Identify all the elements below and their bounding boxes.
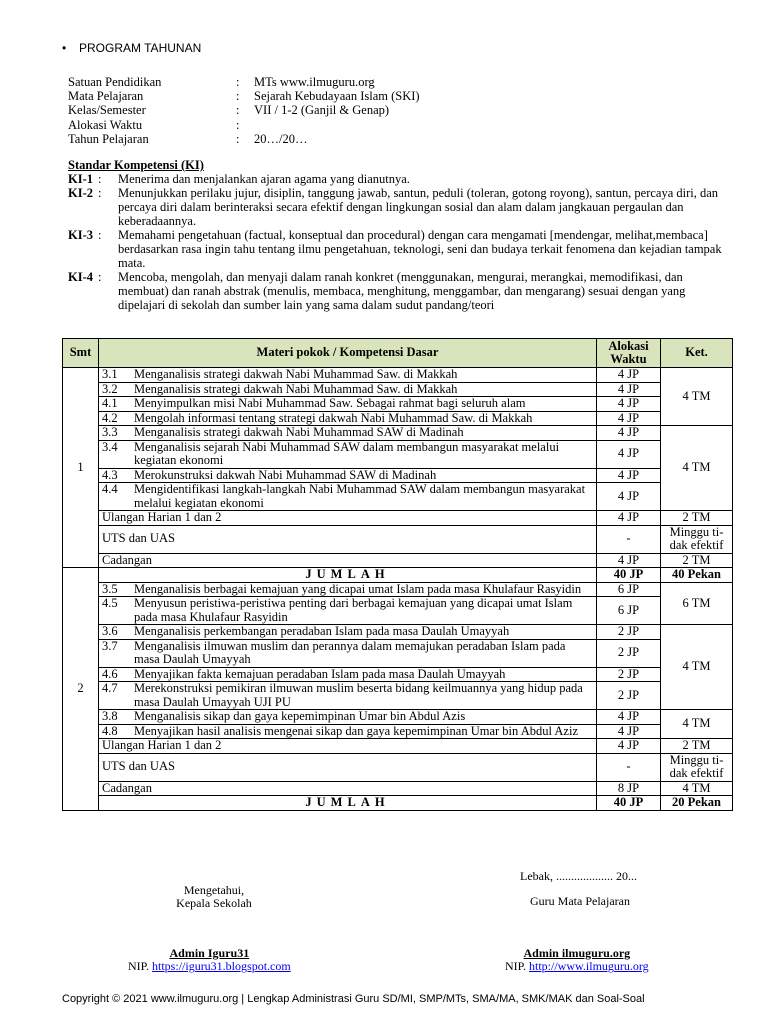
cadangan-label: Cadangan bbox=[99, 553, 597, 568]
table-row bbox=[63, 582, 733, 597]
materi-cell bbox=[99, 597, 597, 625]
ket-cell: Minggu ti-dak efektif bbox=[661, 525, 733, 553]
jp-cell: 4 JP bbox=[597, 553, 661, 568]
kd-text: Menyajikan hasil analisis mengenai sikap dan gaya kepemimpinan Umar bin Abdul Aziz bbox=[134, 723, 578, 738]
jp-cell: 4 JP bbox=[597, 397, 661, 412]
signature-right-admin bbox=[505, 947, 649, 974]
uts-label: UTS dan UAS bbox=[99, 525, 597, 553]
materi-cell bbox=[99, 625, 597, 640]
ket-cell: 4 TM bbox=[661, 625, 733, 710]
kd-text: Menganalisis ilmuwan muslim dan perannya dalam memajukan peradaban Islam pada masa Daulah Umayyah bbox=[134, 638, 566, 666]
ket-cell: 4 TM bbox=[661, 781, 733, 796]
copyright-footer: Copyright © 2021 www.ilmuguru.org | Lengkap Administrasi Guru SD/MI, SMP/MTs, SMA/MA, SMK/MAK dan Soal-Soal bbox=[62, 993, 645, 1005]
jp-cell: 2 JP bbox=[597, 682, 661, 710]
info-value: Sejarah Kebudayaan Islam (SKI) bbox=[254, 89, 420, 104]
cadangan-label: Cadangan bbox=[99, 781, 597, 796]
table-row bbox=[63, 682, 733, 710]
ulangan-label: Ulangan Harian 1 dan 2 bbox=[99, 739, 597, 754]
jp-cell: 4 JP bbox=[597, 440, 661, 468]
kd-number: 4.3 bbox=[102, 467, 118, 482]
jp-cell: 4 JP bbox=[597, 739, 661, 754]
kd-text: Merekonstruksi pemikiran ilmuwan muslim beserta bidang keilmuannya yang hidup pada masa Daulah Umayyah UJI PU bbox=[134, 681, 583, 709]
ki-item bbox=[68, 186, 732, 228]
table-row bbox=[63, 368, 733, 383]
kd-text: Menganalisis sikap dan gaya kepemimpinan Umar bin Abdul Azis bbox=[134, 709, 466, 723]
jumlah-label: JUMLAH bbox=[99, 796, 597, 811]
ket-cell: 2 TM bbox=[661, 739, 733, 754]
table-row bbox=[63, 667, 733, 682]
kd-text: Menganalisis strategi dakwah Nabi Muhammad SAW di Madinah bbox=[134, 425, 464, 439]
kd-number: 3.5 bbox=[102, 581, 118, 596]
info-colon: : bbox=[236, 103, 240, 118]
materi-cell bbox=[99, 382, 597, 397]
jp-cell: 4 JP bbox=[597, 426, 661, 441]
table-row bbox=[63, 397, 733, 412]
ki-text: Menunjukkan perilaku jujur, disiplin, tanggung jawab, santun, peduli (toleran, gotong royong), santun, percaya diri, dan percaya diri dalam berinteraksi secara efektif dengan lingkungan sosial dan alam dalam jangkauan pergaulan dan keberadaannya. bbox=[118, 186, 719, 228]
kd-number: 4.8 bbox=[102, 723, 118, 738]
info-colon: : bbox=[236, 131, 240, 146]
identity-info bbox=[68, 75, 420, 146]
signature-left-admin bbox=[128, 947, 291, 974]
signature-left-line1: Mengetahui, bbox=[183, 883, 245, 897]
left-admin-name: Admin Iguru31 bbox=[169, 946, 250, 960]
table-row bbox=[63, 710, 733, 725]
kd-text: Menganalisis perkembangan peradaban Islam pada masa Daulah Umayyah bbox=[134, 624, 510, 638]
standar-kompetensi bbox=[68, 158, 732, 312]
materi-cell bbox=[99, 468, 597, 483]
table-row-jumlah bbox=[63, 796, 733, 811]
prota-table bbox=[62, 338, 733, 811]
ki-text: Mencoba, mengolah, dan menyaji dalam ranah konkret (menggunakan, mengurai, merangkai, memodifikasi, dan membuat) dan ranah abstrak (menulis, membaca, menghitung, menggambar, dan mengarang) sesuai dengan yang dipelajari di sekolah dan sumber lain yang sama dalam sudut pandang/teori bbox=[118, 270, 686, 312]
jp-cell: 2 JP bbox=[597, 625, 661, 640]
kd-text: Menyimpulkan misi Nabi Muhammad Saw. Sebagai rahmat bagi seluruh alam bbox=[134, 396, 526, 410]
ket-total-cell: 20 Pekan bbox=[661, 796, 733, 811]
materi-cell bbox=[99, 682, 597, 710]
kd-text: Menganalisis strategi dakwah Nabi Muhammad Saw. di Makkah bbox=[134, 381, 458, 396]
semester-cell: 1 bbox=[63, 368, 99, 568]
table-row bbox=[63, 553, 733, 568]
ket-cell: 4 TM bbox=[661, 710, 733, 739]
kd-number: 3.6 bbox=[102, 624, 118, 638]
jp-cell: 4 JP bbox=[597, 368, 661, 383]
table-row bbox=[63, 525, 733, 553]
table-row bbox=[63, 382, 733, 397]
ket-cell: 4 TM bbox=[661, 426, 733, 511]
ki-colon: : bbox=[98, 186, 102, 200]
info-row-tahun bbox=[68, 132, 420, 146]
table-row bbox=[63, 511, 733, 526]
signature-left-line2: Kepala Sekolah bbox=[176, 896, 252, 911]
info-colon: : bbox=[236, 89, 240, 104]
kd-number: 4.6 bbox=[102, 666, 118, 681]
table-row bbox=[63, 625, 733, 640]
info-label: Satuan Pendidikan bbox=[68, 75, 162, 89]
table-row bbox=[63, 739, 733, 754]
right-nip-label: NIP. bbox=[505, 959, 527, 974]
jp-cell: 4 JP bbox=[597, 483, 661, 511]
materi-cell bbox=[99, 710, 597, 725]
materi-cell bbox=[99, 724, 597, 739]
signature-date: Lebak, ................... 20... bbox=[520, 869, 637, 883]
info-label: Alokasi Waktu bbox=[68, 117, 143, 132]
materi-cell bbox=[99, 440, 597, 468]
kd-text: Menganalisis strategi dakwah Nabi Muhammad Saw. di Makkah bbox=[134, 367, 458, 381]
jp-cell: - bbox=[597, 753, 661, 781]
jp-cell: 6 JP bbox=[597, 582, 661, 597]
right-nip-link[interactable]: http://www.ilmuguru.org bbox=[529, 959, 649, 974]
info-row-kelas bbox=[68, 103, 420, 117]
jumlah-label: JUMLAH bbox=[99, 568, 597, 583]
ki-colon: : bbox=[98, 228, 102, 242]
bullet: • bbox=[62, 41, 67, 55]
ki-colon: : bbox=[98, 172, 102, 186]
document-heading bbox=[62, 42, 201, 55]
ki-item bbox=[68, 270, 732, 312]
jp-cell: 4 JP bbox=[597, 468, 661, 483]
ki-label: KI-4 bbox=[68, 270, 93, 284]
ki-text: Menerima dan menjalankan ajaran agama yang dianutnya. bbox=[118, 172, 410, 186]
table-row bbox=[63, 597, 733, 625]
jp-cell: 8 JP bbox=[597, 781, 661, 796]
kd-text: Mengolah informasi tentang strategi dakwah Nabi Muhammad Saw. di Makkah bbox=[134, 410, 533, 425]
ket-total-cell: 40 Pekan bbox=[661, 568, 733, 583]
jp-cell: 2 JP bbox=[597, 667, 661, 682]
kd-number: 3.1 bbox=[102, 367, 118, 381]
document-title: PROGRAM TAHUNAN bbox=[79, 41, 202, 55]
kd-number: 4.4 bbox=[102, 482, 118, 496]
jp-cell: 2 JP bbox=[597, 639, 661, 667]
kd-number: 3.8 bbox=[102, 709, 118, 723]
ki-item bbox=[68, 172, 732, 186]
info-row-alokasi bbox=[68, 118, 420, 132]
kd-number: 4.5 bbox=[102, 596, 118, 610]
info-value: MTs www.ilmuguru.org bbox=[254, 75, 375, 89]
left-nip-label: NIP. bbox=[128, 959, 150, 974]
kd-number: 3.7 bbox=[102, 638, 118, 653]
ki-label: KI-1 bbox=[68, 172, 93, 186]
semester-cell: 2 bbox=[63, 568, 99, 811]
materi-cell bbox=[99, 483, 597, 511]
table-row bbox=[63, 781, 733, 796]
ulangan-label: Ulangan Harian 1 dan 2 bbox=[99, 511, 597, 526]
table-row bbox=[63, 724, 733, 739]
table-row bbox=[63, 483, 733, 511]
info-label: Tahun Pelajaran bbox=[68, 131, 149, 146]
materi-cell bbox=[99, 411, 597, 426]
kd-number: 3.4 bbox=[102, 439, 118, 454]
header-smt: Smt bbox=[63, 339, 99, 368]
header-alokasi: Alokasi Waktu bbox=[597, 339, 661, 368]
materi-cell bbox=[99, 667, 597, 682]
left-nip-link[interactable]: https://iguru31.blogspot.com bbox=[152, 959, 291, 974]
materi-cell bbox=[99, 368, 597, 383]
ket-cell: 6 TM bbox=[661, 582, 733, 625]
materi-cell bbox=[99, 426, 597, 441]
jp-cell: 4 JP bbox=[597, 710, 661, 725]
jp-cell: 4 JP bbox=[597, 382, 661, 397]
info-value: VII / 1-2 (Ganjil & Genap) bbox=[254, 103, 390, 118]
kd-number: 4.1 bbox=[102, 396, 118, 410]
header-ket: Ket. bbox=[661, 339, 733, 368]
right-admin-name: Admin ilmuguru.org bbox=[523, 946, 631, 960]
table-row bbox=[63, 440, 733, 468]
jp-cell: - bbox=[597, 525, 661, 553]
jp-cell: 4 JP bbox=[597, 411, 661, 426]
materi-cell bbox=[99, 582, 597, 597]
kd-number: 3.2 bbox=[102, 381, 118, 396]
info-row-mapel bbox=[68, 89, 420, 103]
standar-title: Standar Kompetensi (KI) bbox=[68, 158, 204, 172]
jp-cell: 6 JP bbox=[597, 597, 661, 625]
kd-number: 4.7 bbox=[102, 681, 118, 695]
kd-text: Menganalisis sejarah Nabi Muhammad SAW dalam membangun masyarakat melalui kegiatan ekonomi bbox=[134, 439, 560, 467]
ki-label: KI-3 bbox=[68, 228, 93, 242]
ket-cell: 4 TM bbox=[661, 368, 733, 426]
uts-label: UTS dan UAS bbox=[99, 753, 597, 781]
kd-number: 4.2 bbox=[102, 410, 118, 425]
table-row bbox=[63, 426, 733, 441]
kd-text: Mengidentifikasi langkah-langkah Nabi Muhammad SAW dalam membangun masyarakat melalui kegiatan ekonomi bbox=[134, 482, 586, 510]
kd-text: Menyusun peristiwa-peristiwa penting dari berbagai kemajuan yang dicapai umat Islam pada masa Khulafaur Rasyidin bbox=[134, 596, 573, 624]
table-row bbox=[63, 411, 733, 426]
table-row-jumlah bbox=[63, 568, 733, 583]
ki-label: KI-2 bbox=[68, 186, 93, 200]
header-materi: Materi pokok / Kompetensi Dasar bbox=[99, 339, 597, 368]
ket-cell: Minggu ti-dak efektif bbox=[661, 753, 733, 781]
materi-cell bbox=[99, 397, 597, 412]
kd-text: Menyajikan fakta kemajuan peradaban Islam pada masa Daulah Umayyah bbox=[134, 666, 506, 681]
table-row bbox=[63, 753, 733, 781]
jp-cell: 4 JP bbox=[597, 511, 661, 526]
ki-item bbox=[68, 228, 732, 270]
signature-right-role: Guru Mata Pelajaran bbox=[530, 894, 630, 908]
kd-text: Menganalisis berbagai kemajuan yang dicapai umat Islam pada masa Khulafaur Rasyidin bbox=[134, 581, 582, 596]
table-header-row bbox=[63, 339, 733, 368]
table-row bbox=[63, 468, 733, 483]
info-colon: : bbox=[236, 117, 240, 132]
info-colon: : bbox=[236, 75, 240, 89]
jp-cell: 4 JP bbox=[597, 724, 661, 739]
jp-total-cell: 40 JP bbox=[597, 568, 661, 583]
kd-number: 3.3 bbox=[102, 425, 118, 439]
jp-total-cell: 40 JP bbox=[597, 796, 661, 811]
info-label: Mata Pelajaran bbox=[68, 89, 144, 104]
materi-cell bbox=[99, 639, 597, 667]
ket-cell: 2 TM bbox=[661, 553, 733, 568]
signature-left-block bbox=[160, 884, 268, 911]
ki-text: Memahami pengetahuan (factual, konseptual dan procedural) dengan cara mengamati [mendengar, melihat,membaca] berdasarkan rasa ingin tahu tentang ilmu pengetahuan, teknologi, seni dan budaya terkait fenomena dan kejadian tampak mata. bbox=[118, 228, 722, 270]
info-value: 20…/20… bbox=[254, 131, 308, 146]
ket-cell: 2 TM bbox=[661, 511, 733, 526]
table-row bbox=[63, 639, 733, 667]
kd-text: Merokunstruksi dakwah Nabi Muhammad SAW di Madinah bbox=[134, 467, 437, 482]
info-row-satuan bbox=[68, 75, 420, 89]
ki-colon: : bbox=[98, 270, 102, 284]
info-label: Kelas/Semester bbox=[68, 103, 146, 118]
